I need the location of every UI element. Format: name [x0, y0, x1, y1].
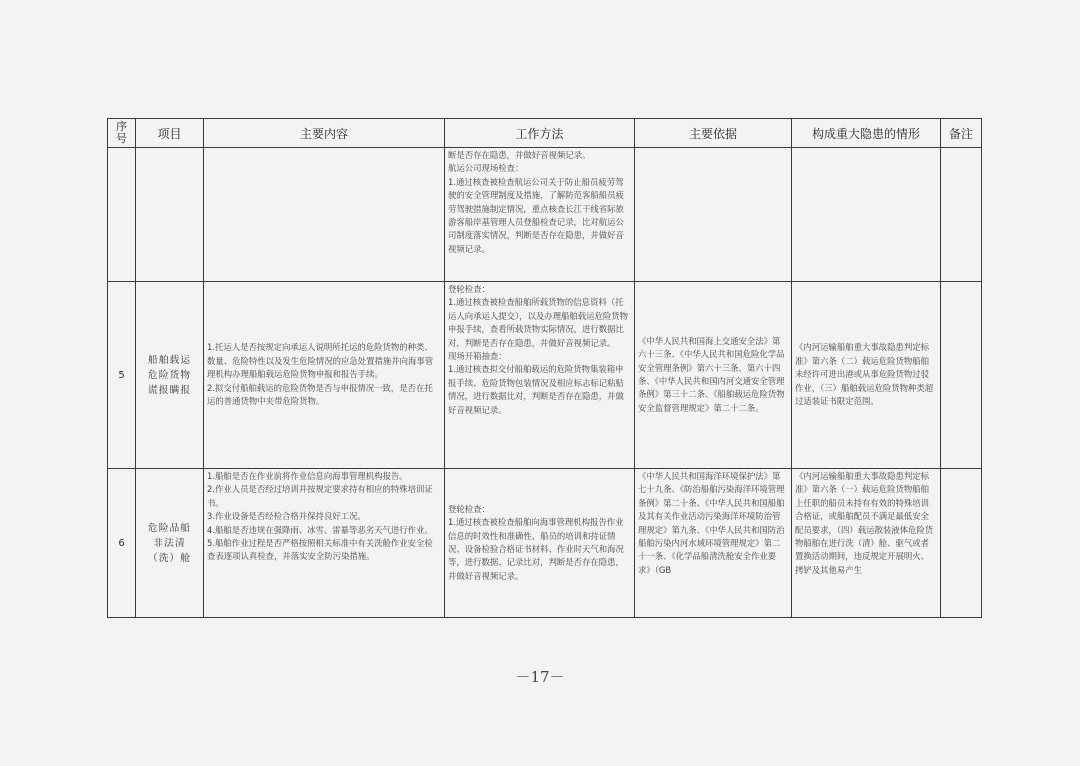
row-item-text: 危险品船 非法清 （洗）舱 [147, 522, 192, 564]
row-basis [635, 148, 792, 282]
table-row [108, 469, 982, 618]
row-basis [635, 469, 792, 618]
row-remark [941, 469, 982, 618]
header-hazard: 构成重大隐患的情形 [792, 119, 941, 148]
row-method [445, 469, 635, 618]
row-content [204, 148, 445, 282]
inspection-table [107, 118, 982, 618]
row-basis-text: 《中华人民共和国海洋环境保护法》第七十九条、《防治船舶污染海洋环境管理条例》第二十条、《中华人民共和国船舶及其有关作业活动污染海洋环境防治管理规定》第九条、《中华人民共和国防治船舶污染内河水域环境管理规定》第二十一条、《化学品船清洗舱安全作业要求》（GB [638, 471, 785, 575]
row-hazard [792, 282, 941, 469]
row-basis-text: 《中华人民共和国海上交通安全法》第六十三条、《中华人民共和国危险化学品安全管理条例》第六十三条、第六十四条、《中华人民共和国内河交通安全管理条例》第三十二条、《船舶载运危险货物安全监督管理规定》第二十二条。 [638, 335, 785, 413]
row-method-text: 登轮检查： 1.通过核查被检查船舶向海事管理机构报告作业信息的时效性和准确性、船员的培训和持证情况、设备检验合格证书材料、作业时天气和海况等，进行数据、记录比对，判断是否存在隐患，并做好音视频记录。 [448, 503, 624, 581]
table-row [108, 282, 982, 469]
table-row [108, 148, 982, 282]
row-remark [941, 148, 982, 282]
row-hazard [792, 148, 941, 282]
row-method [445, 148, 635, 282]
row-method [445, 282, 635, 469]
row-content-text: 1.船舶是否在作业前将作业信息向海事管理机构报告。 2.作业人员是否经过培训并按规定要求持有相应的特殊培训证书。 3.作业设备是否经检合格并保持良好工况。 4.船舶是否违规在强降雨、冰雪、雷暴等恶劣天气进行作业。 5.船舶作业过程是否严格按照相关标准中有关洗舱作业安全检查表逐项认真检查，并落实安全防污染措施。 [207, 471, 433, 562]
row-basis-text [635, 148, 791, 150]
row-seq: 6 [108, 469, 136, 618]
table-header-row [108, 119, 982, 148]
row-item [136, 148, 204, 282]
row-content-text [204, 148, 444, 150]
row-hazard [792, 469, 941, 618]
row-content-text: 1.托运人是否按规定向承运人说明所托运的危险货物的种类、数量、危险特性以及发生危险情况的应急处置措施并向海事管理机构办理船舶载运危险货物申报和报告手续。 2.拟交付船舶载运的危险货物是否与申报情况一致，是否在托运的普通货物中夹带危险货物。 [207, 342, 434, 407]
row-basis [635, 282, 792, 469]
row-seq [108, 148, 136, 282]
row-method-text: 登轮检查： 1.通过核查被检查船舶所载货物的信息资料（托运人向承运人提交），以及办理船舶载运危险货物申报手续，查看所载货物实际情况，进行数据比对，判断是否存在隐患，并做好音视频记录。 现场开箱抽查： 1.通过核查拟交付船舶载运的危险货物集装箱申报手续、危险货物包装情况及相应标志标记粘贴情况，进行数据比对，判断是否存在隐患，并做好音视频记录。 [448, 284, 629, 415]
row-item [136, 282, 204, 469]
row-item [136, 469, 204, 618]
row-remark [941, 282, 982, 469]
header-remark: 备注 [941, 119, 982, 148]
header-basis: 主要依据 [635, 119, 792, 148]
page-number: －17－ [515, 668, 565, 686]
row-item-text: 船舶载运 危险货物 谎报瞒报 [147, 354, 192, 396]
header-method: 工作方法 [445, 119, 635, 148]
row-content [204, 282, 445, 469]
row-seq: 5 [108, 282, 136, 469]
row-method-text: 断是否存在隐患，并做好音视频记录。 航运公司现场检查： 1.通过核查被检查航运公司关于防止船员疲劳驾驶的安全管理制度及措施，了解防范客船船员疲劳驾驶措施制定情况，重点核查长江干线省际旅游客船岸基管理人员登船检查记录，比对航运公司制度落实情况，判断是否存在隐患，并做好音视频记录。 [448, 150, 624, 254]
row-content [204, 469, 445, 618]
header-seq: 序 号 [108, 119, 136, 148]
row-hazard-text: 《内河运输船舶重大事故隐患判定标准》第六条（一）载运危险货物船舶上任职的船员未持有有效的特殊培训合格证，或船舶配员不满足最低安全配员要求，（四）载运散装液体危险货物船舶在进行洗（清）舱、驱气或者置换活动期间，违反规定开展明火、拷铲及其他易产生 [795, 471, 934, 575]
row-hazard-text [792, 148, 940, 150]
header-content: 主要内容 [204, 119, 445, 148]
header-item: 项目 [136, 119, 204, 148]
row-hazard-text: 《内河运输船舶重大事故隐患判定标准》第六条（二）载运危险货物船舶未经许可进出港或从事危险货物过驳作业，（三）船舶载运危险货物种类超过适装证书限定范围。 [795, 342, 934, 407]
